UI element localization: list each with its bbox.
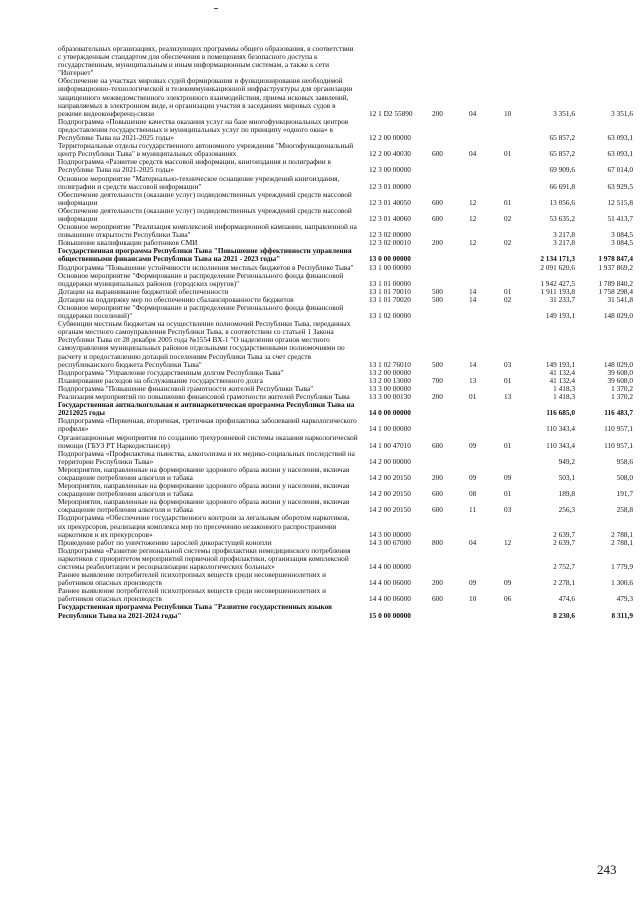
row-y1: 2 134 171,3 [540, 254, 575, 264]
row-rz: 600 [432, 489, 443, 499]
row-vr: 01 [504, 197, 512, 207]
row-name: Обеспечение на участках мировых судей формирования и функционирования необходимой информационно-технологической и телекоммуникационной инфраструктуры для организации защищенного межведомственного электронного взаимодействия, приема исковых заявлений, направляемых в электронном виде, и организации участия в заседаниях мировых судов в режиме видеоконференц-связи [58, 76, 353, 118]
row-y2: 12 515,8 [607, 197, 633, 207]
row-y2: 148 029,0 [603, 359, 633, 369]
table-row [58, 247, 633, 263]
row-vr: 01 [504, 286, 512, 296]
row-name: Планирование расходов на обслуживание государственного долга [58, 375, 263, 385]
row-y2: 3 084,5 [611, 230, 633, 240]
table-row [58, 77, 633, 117]
row-name: Организационные мероприятия по созданию трехуровневой системы оказания наркологической помощи (ГБУЗ РТ Наркодиспансер) [58, 432, 358, 450]
row-rz: 600 [432, 149, 443, 159]
row-code: 13 1 01 70010 [369, 286, 411, 296]
row-vr: 06 [504, 594, 512, 604]
row-code: 12 2 00 40030 [369, 149, 411, 159]
row-code: 15 0 00 00000 [369, 610, 411, 620]
row-pr: 01 [469, 392, 477, 402]
row-code: 14 1 00 00000 [369, 424, 411, 434]
row-y2: 3 351,6 [611, 108, 633, 118]
row-code: 12 3 01 40050 [369, 197, 411, 207]
row-rz: 200 [432, 392, 443, 402]
row-y1: 474,6 [558, 594, 575, 604]
scan-mark [214, 8, 218, 9]
row-y2: 63 929,5 [607, 181, 633, 191]
table-row [58, 118, 633, 142]
row-y2: 39 608,0 [607, 375, 633, 385]
row-vr: 09 [504, 578, 512, 588]
row-name: Мероприятия, направленные на формирование здорового образа жизни у населения, включая сокращение потребления алкоголя и табака [58, 497, 350, 515]
table-row [58, 191, 633, 207]
row-y1: 65 857,2 [549, 133, 575, 143]
row-y1: 189,8 [558, 489, 575, 499]
table-row [58, 45, 633, 77]
row-y2: 1 779,9 [611, 562, 633, 571]
row-y2: 63 093,1 [607, 149, 633, 159]
page-number: 243 [597, 862, 617, 877]
row-rz: 600 [432, 505, 443, 515]
row-pr: 12 [469, 197, 477, 207]
table-row [58, 587, 633, 603]
row-name: Подпрограмма «Первичная, вторичная, третичная профилактика заболеваний наркологического профиля» [58, 416, 357, 434]
row-rz: 200 [432, 108, 443, 118]
row-name: Дотации на поддержку мер по обеспечению сбалансированности бюджетов [58, 294, 294, 304]
row-rz: 600 [432, 594, 443, 604]
row-rz: 600 [432, 440, 443, 450]
row-y1: 116 685,0 [546, 408, 575, 418]
row-y2: 1 300,6 [611, 578, 633, 588]
row-code: 12 3 01 00000 [369, 181, 411, 191]
row-y2: 1 758 298,4 [598, 286, 633, 296]
row-vr: 02 [504, 238, 512, 248]
row-code: 13 2 00 13000 [369, 375, 411, 385]
row-y1: 2 278,1 [553, 578, 575, 588]
row-vr: 01 [504, 149, 512, 159]
row-y1: 13 056,6 [549, 197, 575, 207]
row-y2: 1 789 840,2 [598, 278, 633, 288]
row-name: Раннее выявление потребителей психотропных веществ среди несовершеннолетних и работников опасных производств [58, 570, 327, 588]
row-rz: 200 [432, 472, 443, 482]
table-row [58, 571, 633, 587]
table-row [58, 514, 633, 538]
row-name: Подпрограмма "Управление государственным долгом Республики Тыва" [58, 367, 284, 377]
row-y2: 1 370,2 [611, 383, 633, 393]
row-y1: 53 635,2 [549, 213, 575, 223]
row-code: 13 3 00 00000 [369, 383, 411, 393]
row-pr: 14 [469, 359, 477, 369]
row-pr: 09 [469, 440, 477, 450]
row-name: Мероприятия, направленные на формирование здорового образа жизни у населения, включая сокращение потребления алкоголя и табака [58, 481, 350, 499]
row-rz: 500 [432, 359, 443, 369]
row-vr: 09 [504, 472, 512, 482]
row-y2: 479,3 [616, 594, 633, 604]
row-code: 13 2 00 00000 [369, 367, 411, 377]
row-code: 14 2 00 00000 [369, 456, 411, 466]
table-row [58, 142, 633, 158]
row-y2: 51 413,7 [607, 213, 633, 223]
row-pr: 09 [469, 472, 477, 482]
table-row [58, 175, 633, 191]
row-code: 14 0 00 00000 [369, 408, 411, 418]
row-vr: 13 [504, 392, 512, 402]
row-y2: 258,8 [616, 505, 633, 515]
row-y2: 110 957,1 [604, 440, 633, 450]
row-y1: 3 217,8 [553, 230, 575, 240]
row-code: 14 1 00 47010 [369, 440, 411, 450]
row-name: Подпрограмма "Повышение устойчивости исполнения местных бюджетов в Республике Тыва" [58, 262, 354, 272]
row-name: Основное мероприятие "Материально-техническое оснащение учреждений книгоиздания, полиграфии и средств массовой информации" [58, 173, 340, 191]
row-code: 14 4 00 00000 [369, 562, 411, 571]
row-rz: 200 [432, 238, 443, 248]
row-rz: 500 [432, 294, 443, 304]
table-row [58, 434, 633, 450]
row-name: Обеспечение деятельности (оказание услуг) подведомственных учреждений средств массовой информации [58, 189, 352, 207]
row-name: Обеспечение деятельности (оказание услуг) подведомственных учреждений средств массовой информации [58, 205, 352, 223]
row-name: Подпрограмма «Развитие средств массовой информации, книгоиздания и полиграфии в Республике Тыва на 2021-2025 годы» [58, 157, 331, 175]
row-y1: 2 639,7 [553, 537, 575, 547]
row-y2: 3 084,5 [611, 238, 633, 248]
row-pr: 08 [469, 489, 477, 499]
row-y1: 149 193,1 [545, 311, 575, 321]
row-y1: 256,3 [558, 505, 575, 515]
row-rz: 600 [432, 197, 443, 207]
table-row [58, 482, 633, 498]
table-row [58, 401, 633, 417]
row-y1: 69 909,6 [549, 165, 575, 175]
row-y2: 39 608,0 [607, 367, 633, 377]
row-y1: 31 233,7 [549, 294, 575, 304]
row-y2: 31 541,8 [607, 294, 633, 304]
row-code: 12 1 D2 55890 [369, 108, 413, 118]
table-row [58, 223, 633, 239]
table-row [58, 417, 633, 433]
row-y2: 148 029,0 [603, 311, 633, 321]
row-y1: 1 942 427,5 [540, 278, 575, 288]
row-name: Государственная программа Республики Тыва "Повышение эффективности управления общественными финансами Республики Тыва на 2021 - 2023 годы" [58, 246, 352, 264]
row-y2: 8 311,9 [611, 610, 633, 620]
row-rz: 800 [432, 537, 443, 547]
row-code: 12 3 01 40060 [369, 213, 411, 223]
table-row [58, 466, 633, 482]
row-name: Проведение работ по уничтожению зарослей дикорастущей конопли [58, 537, 272, 547]
row-name: Подпрограмма «Развитие региональной системы профилактики немедицинского потребления наркотиков с приоритетом мероприятий первичной профилактики, организация комплексной системы реабилитации и ресоциализации наркологических больных» [58, 545, 351, 571]
row-vr: 01 [504, 440, 512, 450]
row-code: 13 1 02 76010 [369, 359, 411, 369]
row-name: Подпрограмма «Обеспечение государственного контроля за легальным оборотом наркотиков, их прекурсоров, реализация комплекса мер по пресечению незаконного распространения наркотиков и их прекурсоров» [58, 513, 350, 539]
row-name: Реализация мероприятий по повышению финансовой грамотности жителей Республики Тыва [58, 392, 350, 402]
row-y1: 949,2 [558, 456, 575, 466]
row-name: Дотации на выравнивание бюджетной обеспеченности [58, 286, 229, 296]
row-y1: 2 752,7 [553, 562, 575, 571]
row-name: Субвенции местным бюджетам на осуществление полномочий Республики Тыва, переданных органам местного самоуправления Республики Тыва, в соответствии со статьей 1 Закона Республики Тыва от 28 декабря 2005 года №1554 ВХ-1 "О наделении органов местного самоуправления муниципальных районов отдельными государственными полномочиями по расчету и предоставлению дотаций поселениям Республики Тыва за счет средств республиканского бюджета Республики Тыва" [58, 319, 351, 369]
table-row [58, 320, 633, 369]
row-y2: 508,0 [616, 472, 633, 482]
row-y1: 1 418,3 [553, 392, 575, 402]
row-y1: 110 343,4 [546, 424, 575, 434]
row-code: 12 3 02 00010 [369, 238, 411, 248]
row-y2: 110 957,1 [604, 424, 633, 434]
row-y1: 8 230,6 [553, 610, 575, 620]
row-y1: 41 132,4 [549, 367, 575, 377]
row-code: 13 0 00 00000 [369, 254, 411, 264]
table-row [58, 158, 633, 174]
row-y2: 116 483,7 [604, 408, 633, 418]
row-y1: 503,1 [558, 472, 575, 482]
row-rz: 500 [432, 286, 443, 296]
row-name: Подпрограмма "Повышение финансовой грамотности жителей Республики Тыва" [58, 383, 314, 393]
row-rz: 700 [432, 375, 443, 385]
row-code: 12 3 02 00000 [369, 230, 411, 240]
row-name: Государственная программа Республики Тыва "Развитие государственных языков Республики Тыва на 2021-2024 годы" [58, 602, 333, 620]
row-code: 14 2 00 20150 [369, 472, 411, 482]
row-y2: 2 788,1 [611, 537, 633, 547]
row-code: 13 1 02 00000 [369, 311, 411, 321]
row-y1: 110 343,4 [546, 440, 575, 450]
row-name: Государственная антиалкогольная и антинаркотическая программа Республики Тыва на 20212025 годы [58, 400, 355, 418]
budget-table [58, 45, 633, 620]
row-name: Основное мероприятие "Формирование и распределение Регионального фонда финансовой поддержки поселений)" [58, 303, 344, 321]
row-rz: 600 [432, 213, 443, 223]
row-y1: 3 351,6 [553, 108, 575, 118]
row-vr: 02 [504, 294, 512, 304]
row-y1: 2 639,7 [553, 529, 575, 539]
row-code: 14 2 00 20150 [369, 505, 411, 515]
row-name: Основное мероприятие "Реализация комплексной информационной кампании, направленной на повышение открытости Республики Тыва" [58, 222, 357, 240]
row-vr: 01 [504, 489, 512, 499]
row-y2: 1 937 869,2 [598, 262, 633, 272]
row-code: 13 1 01 70020 [369, 294, 411, 304]
row-vr: 03 [504, 505, 512, 515]
row-y1: 1 911 193,8 [540, 286, 575, 296]
row-y2: 63 093,1 [607, 133, 633, 143]
row-code: 13 1 01 00000 [369, 278, 411, 288]
row-code: 12 3 00 00000 [369, 165, 411, 175]
row-y1: 3 217,8 [553, 238, 575, 248]
table-row [58, 207, 633, 223]
row-name: Подпрограмма «Профилактика пьянства, алкоголизма и их медико-социальных последствий на территории Республики Тыва» [58, 448, 355, 466]
row-y1: 2 091 620,6 [540, 262, 575, 272]
row-y1: 41 132,4 [549, 375, 575, 385]
row-y2: 958,6 [616, 456, 633, 466]
row-name: Повышение квалификации работников СМИ [58, 238, 198, 248]
row-y1: 149 193,1 [545, 359, 575, 369]
row-name: Мероприятия, направленные на формирование здорового образа жизни у населения, включая сокращение потребления алкоголя и табака [58, 464, 350, 482]
row-name: Подпрограмма «Повышение качества оказания услуг на базе многофункциональных центров предоставления государственных и муниципальных услуг по принципу «одного окна» в Республике Тыва на 2021-2025 годы» [58, 116, 349, 143]
row-pr: 04 [469, 149, 477, 159]
row-y2: 67 014,0 [607, 165, 633, 175]
row-pr: 11 [469, 505, 477, 515]
row-code: 14 4 00 06000 [369, 578, 411, 588]
table-row [58, 498, 633, 514]
row-code: 12 2 00 00000 [369, 133, 411, 143]
table-row [58, 603, 633, 619]
row-name: образовательных организациях, реализующих программы общего образования, в соответствии с утвержденным стандартом для обеспечения в помещениях безопасного доступа к государственным, муниципальным и иным информационным системам, а также к сети "Интернет" [58, 44, 354, 78]
row-pr: 14 [469, 294, 477, 304]
row-y1: 1 418,3 [553, 383, 575, 393]
table-row [58, 547, 633, 571]
row-code: 14 3 00 67000 [369, 537, 411, 547]
row-code: 13 1 00 00000 [369, 262, 411, 272]
row-y1: 66 691,8 [549, 181, 575, 191]
table-row [58, 450, 633, 466]
row-pr: 13 [469, 375, 477, 385]
row-pr: 12 [469, 213, 477, 223]
row-y2: 2 788,1 [611, 529, 633, 539]
row-vr: 01 [504, 375, 512, 385]
row-code: 14 3 00 00000 [369, 529, 411, 539]
row-rz: 200 [432, 578, 443, 588]
row-pr: 09 [469, 578, 477, 588]
row-pr: 04 [469, 108, 477, 118]
row-code: 13 3 00 00130 [369, 392, 411, 402]
row-y1: 65 857,2 [549, 149, 575, 159]
table-row [58, 272, 633, 288]
row-pr: 14 [469, 286, 477, 296]
row-name: Основное мероприятие "Формирование и распределение Регионального фонда финансовой поддержки муниципальных районов (городских округов)" [58, 270, 344, 288]
row-name: Территориальные отделы государственного автономного учреждения "Многофункциональный центр Республики Тыва" в муниципальных образованиях [58, 141, 354, 159]
table-row [58, 304, 633, 320]
row-pr: 12 [469, 238, 477, 248]
row-pr: 10 [469, 594, 477, 604]
row-name: Раннее выявление потребителей психотропных веществ среди несовершеннолетних и работников опасных производств [58, 586, 327, 604]
row-y2: 191,7 [616, 489, 633, 499]
row-code: 14 2 00 20150 [369, 489, 411, 499]
row-vr: 12 [504, 537, 512, 547]
row-y2: 1 370,2 [611, 392, 633, 402]
row-code: 14 4 00 06000 [369, 594, 411, 604]
row-pr: 04 [469, 537, 477, 547]
row-vr: 02 [504, 213, 512, 223]
row-vr: 10 [504, 108, 512, 118]
row-y2: 1 978 847,4 [598, 254, 633, 264]
row-vr: 03 [504, 359, 512, 369]
